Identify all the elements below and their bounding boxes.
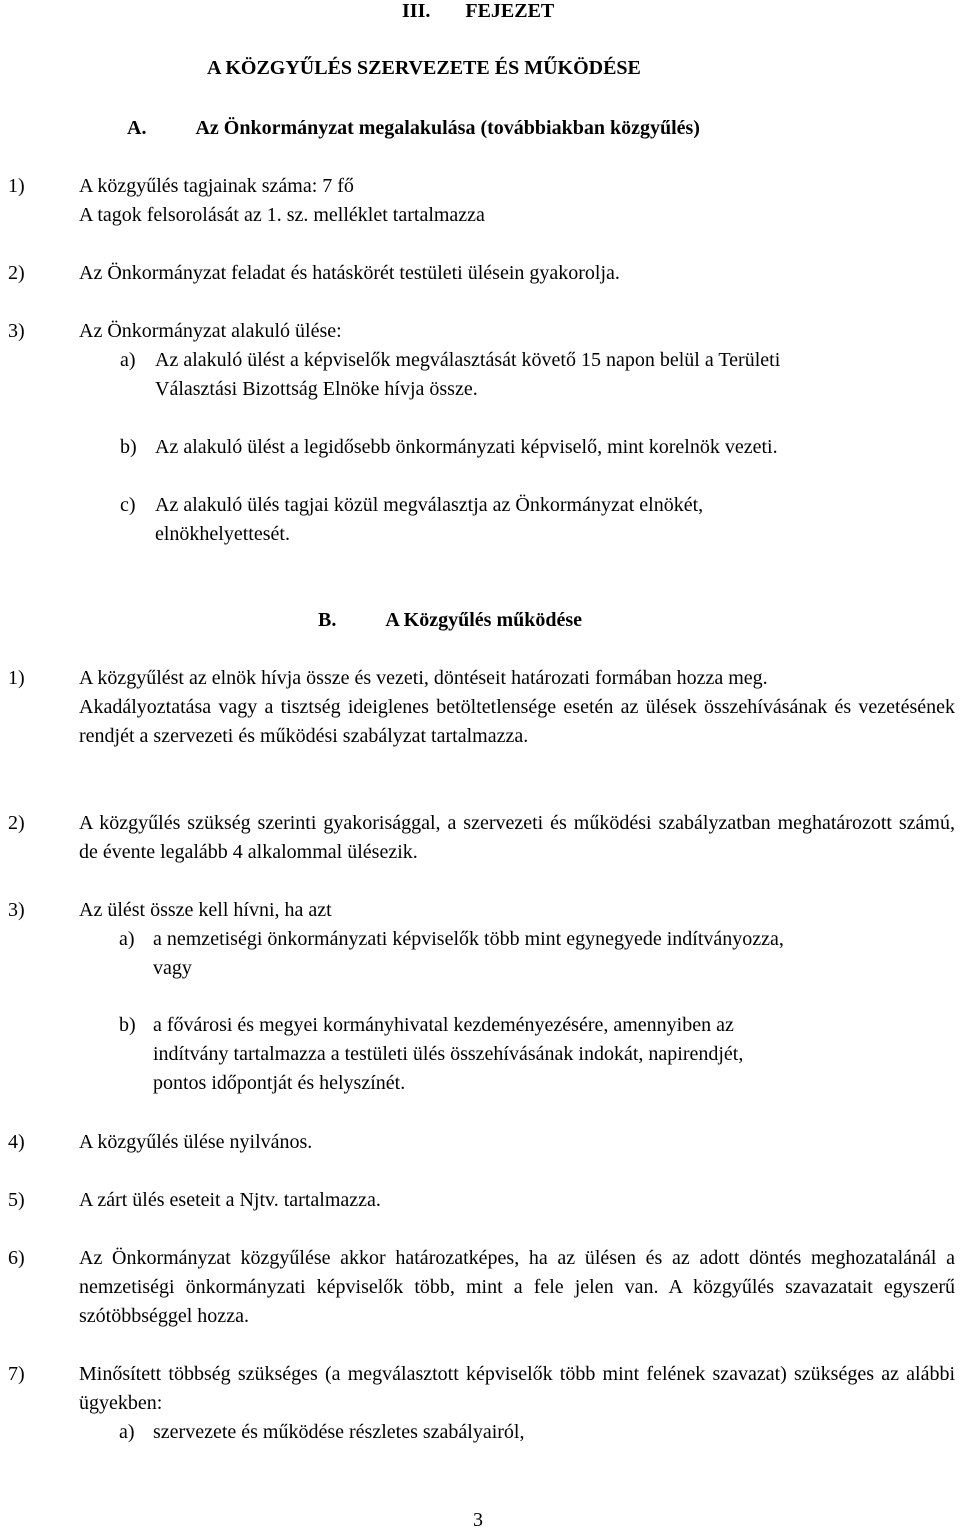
section-a-item-3c-label: c) — [120, 494, 136, 516]
section-b-item-7-num: 7) — [8, 1363, 25, 1385]
section-b-item-2-num: 2) — [8, 812, 25, 834]
section-a-item-2-num: 2) — [8, 262, 25, 284]
section-b-item-4-text: A közgyűlés ülése nyilvános. — [79, 1131, 313, 1153]
chapter-title: FEJEZET — [465, 0, 555, 22]
section-a-letter: A. — [127, 117, 147, 139]
section-b-item-6-num: 6) — [8, 1247, 25, 1269]
section-a-item-1-line-1: A közgyűlés tagjainak száma: 7 fő — [79, 175, 354, 197]
section-a-heading — [127, 114, 700, 143]
section-b-item-1-paragraph: Akadályoztatása vagy a tisztség ideiglenes betöltetlensége esetén az ülések összehívásának és vezetésének rendjét a szervezeti és működési szabályzat tartalmazza. — [79, 696, 955, 747]
section-a-item-3a-line-1: Az alakuló ülést a képviselők megválasztását követő 15 napon belül a Területi — [155, 349, 781, 371]
section-b-item-7a-line-1: szervezete és működése részletes szabályairól, — [153, 1421, 525, 1443]
section-a-item-3c-line-2: elnökhelyettesét. — [155, 523, 290, 545]
section-a-item-3-text: Az Önkormányzat alakuló ülése: — [79, 320, 342, 342]
section-b-item-3a-line-2: vagy — [153, 957, 192, 979]
section-b-item-2-paragraph: A közgyűlés szükség szerinti gyakorisággal, a szervezeti és működési szabályzatban meghatározott számú, de évente legalább 4 alkalommal ülésezik. — [79, 812, 955, 863]
section-b-item-3b-line-3: pontos időpontját és helyszínét. — [153, 1072, 406, 1094]
section-b-item-3-text: Az ülést össze kell hívni, ha azt — [79, 899, 332, 921]
section-a-item-3a-label: a) — [120, 349, 136, 371]
section-a-title: Az Önkormányzat megalakulása (továbbiakban közgyűlés) — [195, 117, 700, 139]
section-a-item-3b-line-1: Az alakuló ülést a legidősebb önkormányzati képviselő, mint korelnök vezeti. — [155, 436, 778, 458]
section-b-letter: B. — [318, 609, 337, 631]
section-b-item-7-paragraph: Minősített többség szükséges (a megválasztott képviselők több mint felének szavazat) szükséges az alábbi ügyekben: — [79, 1363, 955, 1414]
page-subtitle: A KÖZGYŰLÉS SZERVEZETE ÉS MŰKÖDÉSE — [207, 57, 641, 79]
section-b-item-3a-label: a) — [119, 928, 135, 950]
section-a-item-1-line-2: A tagok felsorolását az 1. sz. melléklet tartalmazza — [79, 204, 485, 226]
page-number: 3 — [473, 1509, 483, 1531]
section-b-item-6-paragraph: Az Önkormányzat közgyűlése akkor határozatképes, ha az ülésen és az adott döntés meghozatalánál a nemzetiségi önkormányzati képviselők több, mint a fele jelen van. A közgyűlés szavazatait egyszerű szótöbbséggel hozza. — [79, 1247, 955, 1327]
section-a-item-3c-line-1: Az alakuló ülés tagjai közül megválasztja az Önkormányzat elnökét, — [155, 494, 704, 516]
section-b-item-3b-label: b) — [119, 1014, 136, 1036]
chapter-heading — [402, 0, 554, 26]
section-b-item-1-first-line: A közgyűlést az elnök hívja össze és vezeti, döntéseit határozati formában hozza meg. — [79, 667, 768, 689]
section-b-item-5-text: A zárt ülés eseteit a Njtv. tartalmazza. — [79, 1189, 381, 1211]
section-b-title: A Közgyűlés működése — [385, 609, 583, 631]
section-b-item-5-num: 5) — [8, 1189, 25, 1211]
section-a-item-1-num: 1) — [8, 175, 25, 197]
section-b-item-1-num: 1) — [8, 667, 25, 689]
section-a-item-3b-label: b) — [120, 436, 137, 458]
section-b-heading — [318, 606, 582, 635]
section-b-item-3b-line-1: a fővárosi és megyei kormányhivatal kezdeményezésére, amennyiben az — [153, 1014, 734, 1036]
section-a-item-3a-line-2: Választási Bizottság Elnöke hívja össze. — [155, 378, 478, 400]
section-b-item-4-num: 4) — [8, 1131, 25, 1153]
section-b-item-3b-line-2: indítvány tartalmazza a testületi ülés összehívásának indokát, napirendjét, — [153, 1043, 744, 1065]
section-a-item-2-text: Az Önkormányzat feladat és hatáskörét testületi ülésein gyakorolja. — [79, 262, 620, 284]
section-b-item-7a-label: a) — [119, 1421, 135, 1443]
section-b-item-3a-line-1: a nemzetiségi önkormányzati képviselők több mint egynegyede indítványozza, — [153, 928, 784, 950]
section-b-item-3-num: 3) — [8, 899, 25, 921]
chapter-numeral: III. — [402, 0, 431, 22]
section-a-item-3-num: 3) — [8, 320, 25, 342]
